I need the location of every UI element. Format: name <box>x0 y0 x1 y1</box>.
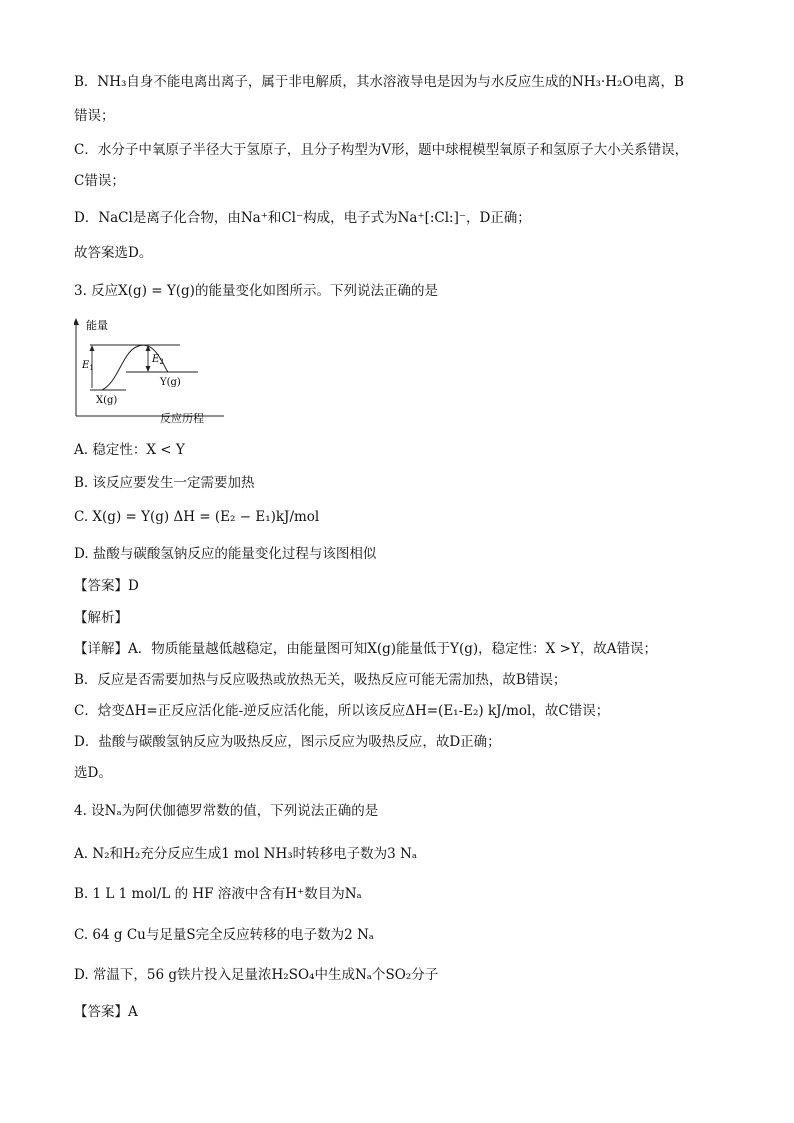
q3-conclusion: 选D。 <box>74 765 112 781</box>
q3-answer: 【答案】D <box>74 578 139 594</box>
q4-opt-b: B. 1 L 1 mol/L 的 HF 溶液中含有H⁺数目为Nₐ <box>74 886 362 902</box>
q3-opt-c: C. X(g) = Y(g) ΔH = (E₂ − E₁)kJ/mol <box>74 509 320 525</box>
q4-stem: 4. 设Nₐ为阿伏伽德罗常数的值，下列说法正确的是 <box>74 803 379 819</box>
q3-detail-b: B．反应是否需要加热与反应吸热或放热无关，吸热反应可能无需加热，故B错误； <box>74 672 567 688</box>
q4-opt-d: D. 常温下，56 g铁片投入足量浓H₂SO₄中生成Nₐ个SO₂分子 <box>74 967 439 983</box>
q4-opt-a: A. N₂和H₂充分反应生成1 mol NH₃时转移电子数为3 Nₐ <box>74 846 418 862</box>
e1-label: $E_1$ <box>82 360 94 372</box>
c-line2: C错误； <box>74 173 125 189</box>
q3-opt-b: B. 该反应要发生一定需要加热 <box>74 475 255 491</box>
x-state-label: X(g) <box>96 395 118 406</box>
reaction-curve <box>102 345 168 390</box>
q4-answer: 【答案】A <box>74 1004 138 1020</box>
e2-label: $E_2$ <box>152 354 164 366</box>
conclusion-1: 故答案选D。 <box>74 245 153 261</box>
y-axis-label: 能量 <box>86 319 108 332</box>
x-axis-label: 反应历程 <box>160 412 204 425</box>
y-axis-arrow <box>74 318 79 325</box>
q3-analysis: 【解析】 <box>74 610 128 626</box>
q3-opt-d: D. 盐酸与碳酸氢钠反应的能量变化过程与该图相似 <box>74 546 377 562</box>
b-line1: B．NH₃自身不能电离出离子，属于非电解质，其水溶液导电是因为与水反应生成的NH₃·H₂O电离，B <box>74 74 684 90</box>
q3-opt-a: A. 稳定性：X < Y <box>74 442 185 458</box>
d-line1: D．NaCl是离子化合物，由Na⁺和Cl⁻构成，电子式为Na⁺[:Cl:]⁻，D正确； <box>74 210 531 226</box>
q3-detail-a: 【详解】A．物质能量越低越稳定，由能量图可知X(g)能量低于Y(g)，稳定性：X >Y，故A错误； <box>74 641 657 657</box>
q3-detail-d: D．盐酸与碳酸氢钠反应为吸热反应，图示反应为吸热反应，故D正确； <box>74 734 501 750</box>
q3-stem: 3. 反应X(g) = Y(g)的能量变化如图所示。下列说法正确的是 <box>74 283 438 299</box>
c-line1: C．水分子中氧原子半径大于氢原子，且分子构型为V形，题中球棍模型氧原子和氢原子大小关系错误， <box>74 142 689 158</box>
y-state-label: Y(g) <box>160 377 181 388</box>
energy-diagram <box>74 316 234 428</box>
q3-detail-c: C．焓变ΔH=正反应活化能-逆反应活化能，所以该反应ΔH=(E₁-E₂) kJ/mol，故C错误； <box>74 703 610 719</box>
q4-opt-c: C. 64 g Cu与足量S完全反应转移的电子数为2 Nₐ <box>74 927 375 943</box>
b-line2: 错误； <box>74 108 115 124</box>
